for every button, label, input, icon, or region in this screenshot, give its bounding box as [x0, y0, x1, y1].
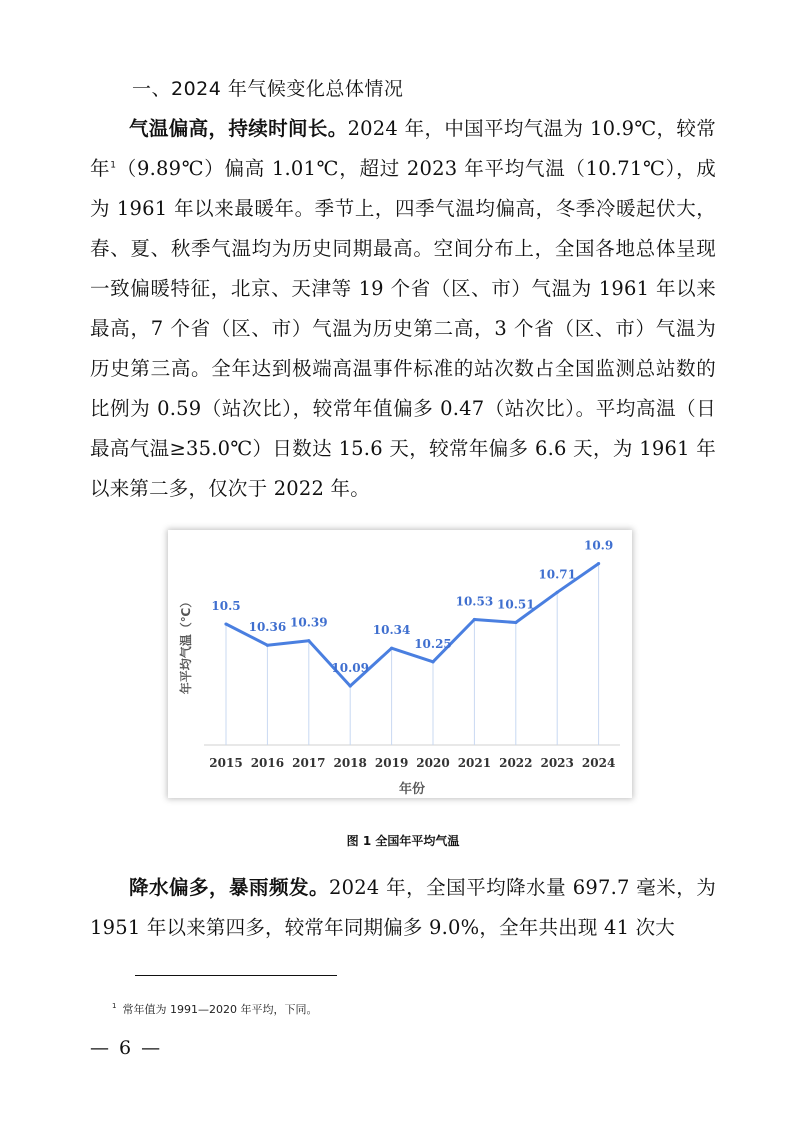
x-tick-2018: 2018	[333, 756, 367, 770]
x-tick-2017: 2017	[292, 756, 326, 770]
paragraph-temperature	[90, 109, 716, 509]
footnote-marker: 1	[112, 1002, 117, 1011]
x-tick-labels	[209, 756, 615, 770]
data-point-2022	[514, 621, 517, 624]
data-point-2018	[349, 684, 352, 687]
data-labels	[211, 539, 613, 688]
x-tick-2016: 2016	[250, 756, 285, 770]
data-point-2016	[266, 644, 269, 647]
footnote-text: 常年值为 1991—2020 年平均，下同。	[122, 1003, 318, 1016]
data-point-2017	[307, 639, 310, 642]
section-heading: 一、2024 年气候变化总体情况	[132, 78, 404, 100]
data-label-2022: 10.51	[497, 597, 535, 612]
footnote	[112, 1001, 317, 1017]
data-point-2020	[431, 660, 434, 663]
x-tick-2024: 2024	[581, 756, 616, 770]
paragraph-lead: 气温偏高，持续时间长。	[129, 117, 348, 140]
x-tick-2022: 2022	[499, 756, 533, 770]
data-point-2024	[597, 562, 600, 565]
x-tick-2020: 2020	[416, 756, 450, 770]
footnote-divider	[135, 975, 337, 976]
paragraph-lead: 降水偏多，暴雨频发。	[129, 876, 329, 899]
temperature-chart	[168, 530, 632, 798]
x-tick-2019: 2019	[374, 756, 409, 770]
data-point-2021	[473, 618, 476, 621]
data-label-2021: 10.53	[455, 594, 494, 609]
data-point-2015	[224, 622, 227, 625]
data-label-2024: 10.9	[583, 538, 614, 553]
x-axis-title: 年份	[398, 782, 426, 797]
x-tick-2015: 2015	[209, 756, 243, 770]
data-label-2015: 10.5	[211, 599, 241, 614]
page-number: — 6 —	[90, 1037, 163, 1059]
data-label-2017: 10.39	[290, 615, 328, 630]
paragraph-text: 2024 年，中国平均气温为 10.9℃，较常年	[90, 117, 716, 180]
data-label-2018: 10.09	[331, 661, 369, 676]
chart-canvas	[168, 530, 632, 798]
data-label-2016: 10.36	[248, 620, 287, 635]
data-point-2023	[556, 591, 559, 594]
y-axis-title: 年平均气温（℃）	[179, 595, 193, 695]
x-tick-2023: 2023	[540, 756, 574, 770]
data-point-2019	[390, 647, 393, 650]
paragraph-text: 2024 年，全国平均降水量 697.7 毫米，为 1951 年以来第四多，较常年同期偏多 9.0%，全年共出现 41 次大	[90, 876, 716, 939]
x-tick-2021: 2021	[457, 756, 492, 770]
data-label-2023: 10.71	[538, 567, 576, 582]
paragraph-precipitation	[90, 868, 716, 948]
figure-caption: 图 1 全国年平均气温	[346, 834, 460, 848]
data-label-2020: 10.25	[414, 636, 452, 651]
paragraph-text: （9.89℃）偏高 1.01℃，超过 2023 年平均气温（10.71℃），成为 1961 年以来最暖年。季节上，四季气温均偏高，冬季冷暖起伏大，春、夏、秋季气温均为历史同期最高。空间分布上，全国各地总体呈现一致偏暖特征，北京、天津等 19 个省（区、市）气温为 1961 年以来最高，7 个省（区、市）气温为历史第二高，3 个省（区、市）气温为历史第三高。全年达到极端高温事件标准的站次数占全国监测总站数的比例为 0.59（站次比），较常年值偏多 0.47（站次比）。平均高温（日最高气温≥35.0℃）日数达 15.6 天，较常年偏多 6.6 天，为 1961 年以来第二多，仅次于 2022 年。	[90, 157, 717, 500]
data-label-2019: 10.34	[372, 623, 411, 638]
footnote-reference[interactable]: 1	[110, 160, 117, 171]
